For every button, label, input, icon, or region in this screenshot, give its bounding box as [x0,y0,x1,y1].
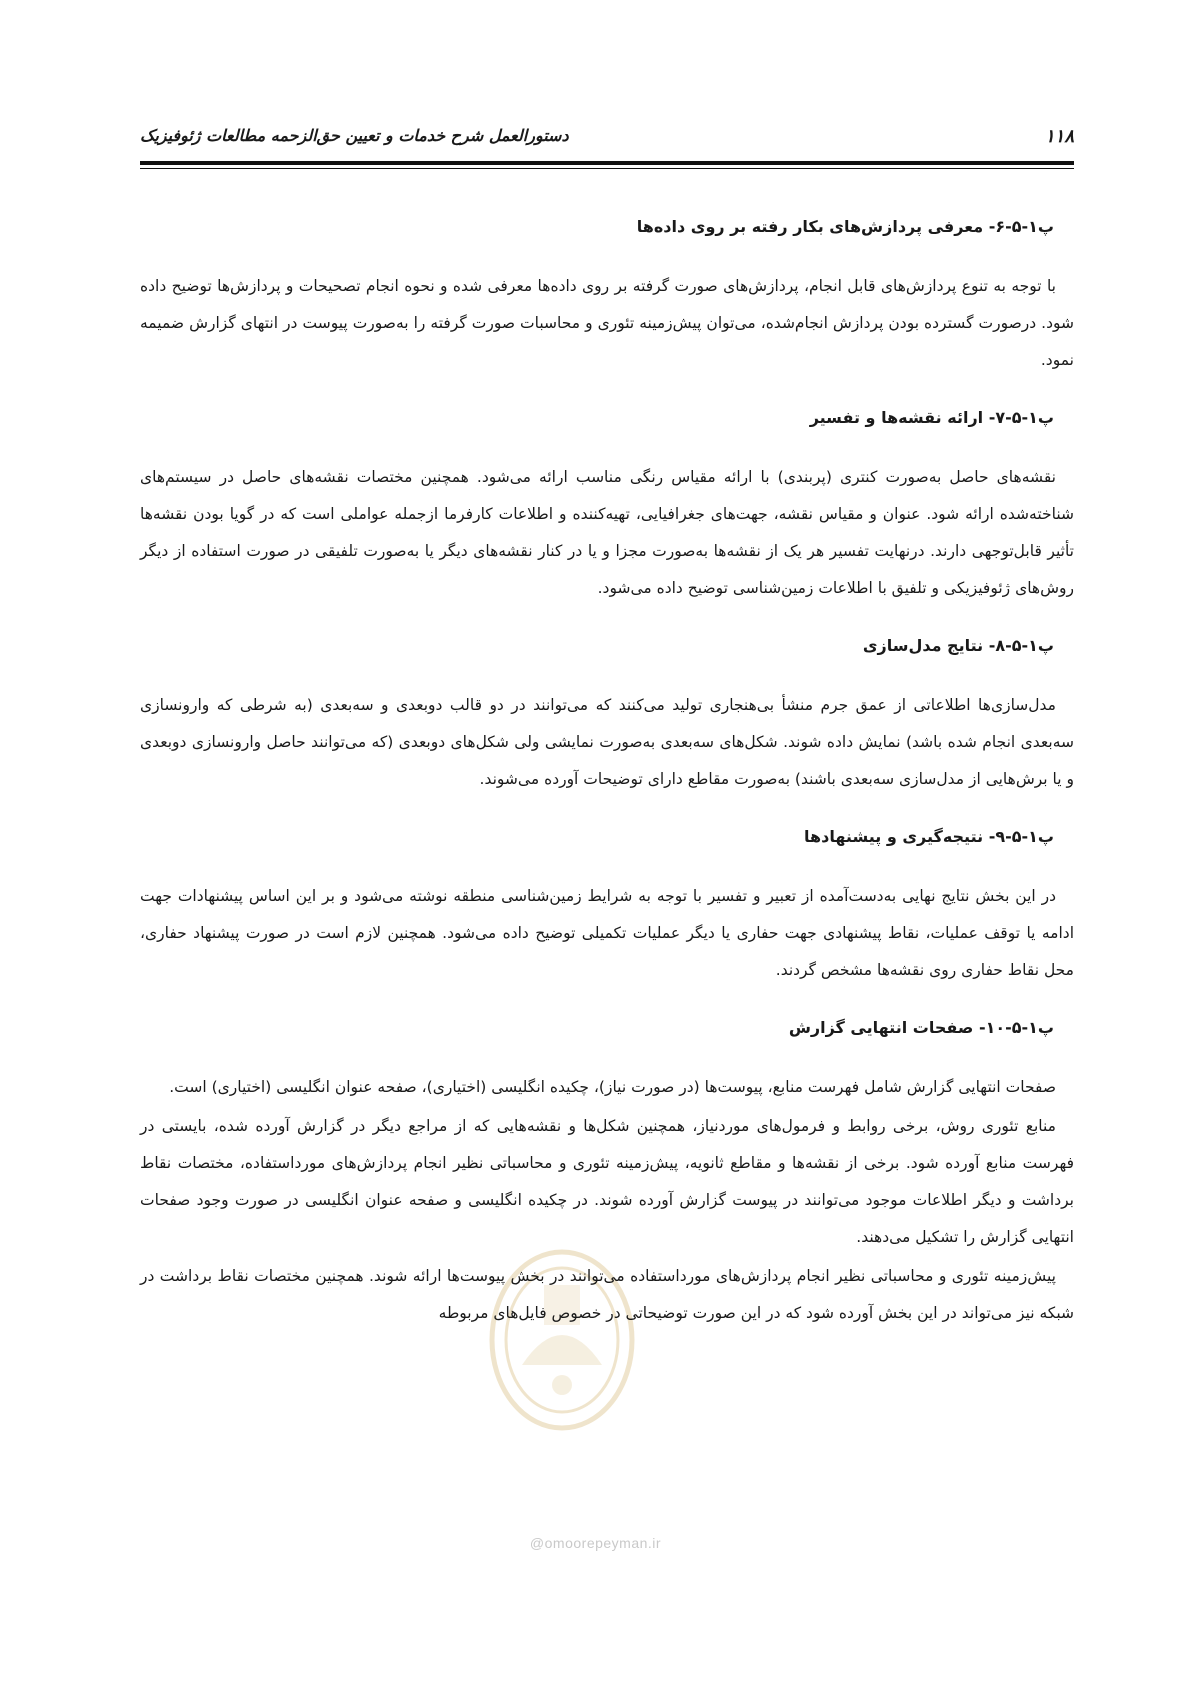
page-number: ۱۱۸ [1044,126,1074,147]
running-title: دستورالعمل شرح خدمات و تعیین حق‌الزحمه مطالعات ژئوفیزیک [140,126,569,145]
running-header [140,126,1074,156]
section-heading-10: پ۱-۵-۱۰- صفحات انتهایی گزارش [788,1018,1054,1037]
section-9-paragraph-1: در این بخش نتایج نهایی به‌دست‌آمده از تعبیر و تفسیر با توجه به شرایط زمین‌شناسی منطقه نوشته می‌شود و بر این اساس پیشنهادات جهت ادامه یا توقف عملیات، نقاط پیشنهادی جهت حفاری یا دیگر عملیات تکمیلی توضیح داده می‌شود. همچنین لازم است در صورت پیشنهاد حفاری، محل نقاط حفاری روی نقشه‌ها مشخص گردند. [140,887,1074,979]
section-heading-8: پ۱-۵-۸- نتایج مدل‌سازی [862,636,1054,655]
page-content [140,212,1074,1332]
section-heading-6: پ۱-۵-۶- معرفی پردازش‌های بکار رفته بر روی داده‌ها [636,217,1054,236]
header-rule-thin [140,168,1074,169]
section-heading-7: پ۱-۵-۷- ارائه نقشه‌ها و تفسیر [809,408,1054,427]
section-8-paragraph-1: مدل‌سازی‌ها اطلاعاتی از عمق جرم منشأ بی‌هنجاری تولید می‌کنند که می‌توانند در دو قالب دوبعدی و سه‌بعدی (به شرطی که وارونسازی سه‌بعدی انجام شده باشد) نمایش داده شوند. شکل‌های سه‌بعدی به‌صورت نمایشی ولی شکل‌های دوبعدی (که می‌توانند حاصل وارونسازی دوبعدی و یا برش‌هایی از مدل‌سازی سه‌بعدی باشند) به‌صورت مقاطع دارای توضیحات آورده می‌شوند. [140,696,1074,788]
section-10-paragraph-2: منابع تئوری روش، برخی روابط و فرمول‌های موردنیاز، همچنین شکل‌ها و نقشه‌هایی که از مراجع دیگر در گزارش آورده شده، بایستی در فهرست منابع آورده شود. برخی از نقشه‌ها و مقاطع ثانویه، پیش‌زمینه تئوری و محاسباتی نظیر انجام پردازش‌های مورداستفاده، مختصات نقاط برداشت و دیگر اطلاعات موجود می‌توانند در پیوست گزارش آورده شوند. در چکیده انگلیسی و صفحه عنوان انگلیسی در صورت وجود صفحات انتهایی گزارش را تشکیل می‌دهند. [140,1117,1074,1246]
section-10-paragraph-3: پیش‌زمینه تئوری و محاسباتی نظیر انجام پردازش‌های مورداستفاده می‌توانند در بخش پیوست‌ها ارائه شوند. همچنین مختصات نقاط برداشت در شبکه نیز می‌تواند در این بخش آورده شود که در این صورت توضیحاتی در خصوص فایل‌های مربوطه [140,1267,1074,1322]
section-6-paragraph-1: با توجه به تنوع پردازش‌های قابل انجام، پردازش‌های صورت گرفته بر روی داده‌ها معرفی شده و نحوه انجام تصحیحات و پردازش‌ها توضیح داده شود. درصورت گسترده بودن پردازش انجام‌شده، می‌توان پیش‌زمینه تئوری و محاسبات صورت گرفته را به‌صورت پیوست در انتهای گزارش ضمیمه نمود. [140,277,1074,369]
section-10-paragraph-1: صفحات انتهایی گزارش شامل فهرست منابع، پیوست‌ها (در صورت نیاز)، چکیده انگلیسی (اختیاری)، صفحه عنوان انگلیسی (اختیاری) است. [169,1078,1056,1096]
header-rule-thick [140,161,1074,165]
section-7-paragraph-1: نقشه‌های حاصل به‌صورت کنتری (پربندی) با ارائه مقیاس رنگی مناسب ارائه می‌شود. همچنین مختصات نقشه‌های حاصل در سیستم‌های شناخته‌شده ارائه شود. عنوان و مقیاس نقشه، جهت‌های جغرافیایی، تهیه‌کننده و اطلاعات کارفرما ازجمله عواملی است که در گویا بودن نقشه‌ها تأثیر قابل‌توجهی دارند. درنهایت تفسیر هر یک از نقشه‌ها به‌صورت مجزا و یا در کنار نقشه‌های دیگر یا به‌صورت تلفیقی در صورت استفاده از دیگر روش‌های ژئوفیزیکی و تلفیق با اطلاعات زمین‌شناسی توضیح داده می‌شود. [140,468,1074,597]
watermark-text: @omoorepeyman.ir [529,1535,662,1551]
section-heading-9: پ۱-۵-۹- نتیجه‌گیری و پیشنهادها [804,827,1054,846]
